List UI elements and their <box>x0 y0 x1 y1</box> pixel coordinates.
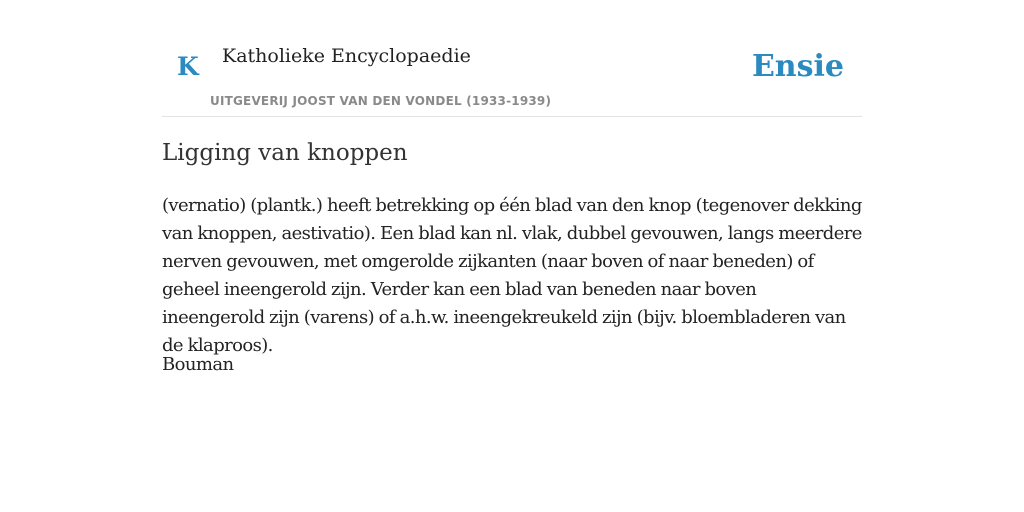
ensie-logo-link[interactable]: Ensie <box>751 49 844 84</box>
article-body: (vernatio) (plantk.) heeft betrekking op één blad van den knop (tegenover dekking van knoppen, aestivatio). Een blad kan nl. vlak, dubbel gevouwen, langs meerdere nerven gevouwen, met omgerolde zijkanten (naar boven of naar beneden) of geheel ineengerold zijn. Verder kan een blad van beneden naar boven ineengerold zijn (varens) of a.h.w. ineengekreukeld zijn (bijv. bloembladeren van de klaproos). <box>162 195 862 356</box>
publisher-label: UITGEVERIJ JOOST VAN DEN VONDEL (1933-1939) <box>210 94 552 108</box>
encyclopedia-logo[interactable]: K <box>177 52 199 81</box>
article-author: Bouman <box>162 354 234 375</box>
book-title[interactable]: Katholieke Encyclopaedie <box>222 45 471 67</box>
article-title: Ligging van knoppen <box>162 140 408 166</box>
header <box>162 0 862 117</box>
